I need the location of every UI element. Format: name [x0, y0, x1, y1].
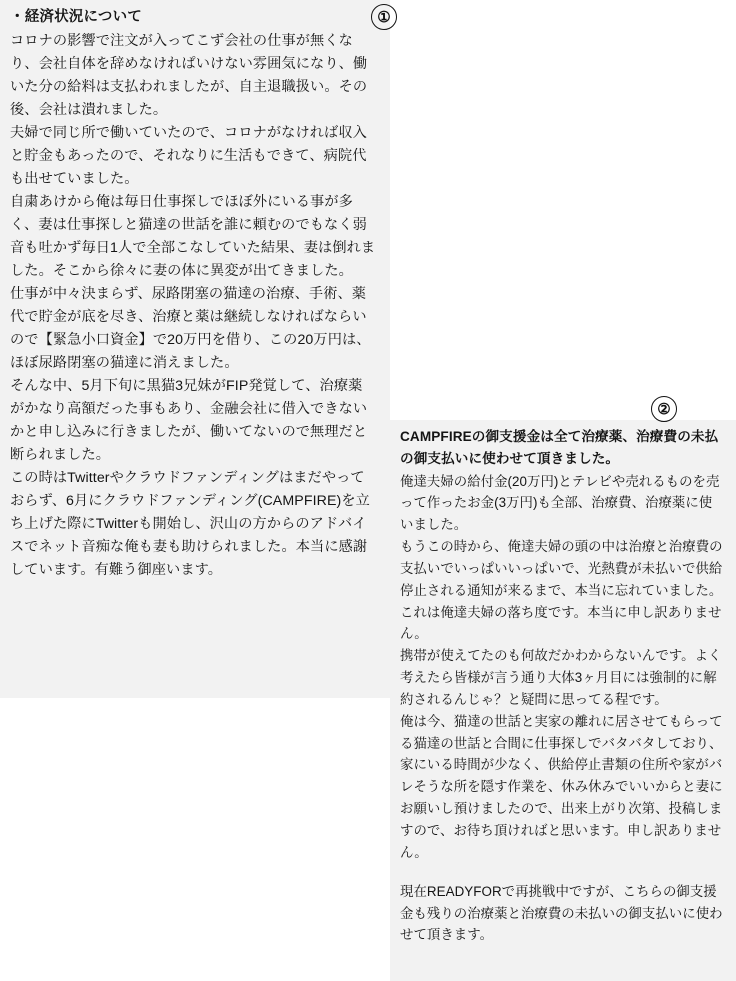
- circled-number-two: ②: [651, 396, 677, 422]
- panel-one-paragraph-6: この時はTwitterやクラウドファンディングはまだやっておらず、6月にクラウドファンディング(CAMPFIRE)を立ち上げた際にTwitterも開始し、沢山の方からのアドバイスでネット音痴な俺も妻も助けられました。本当に感謝しています。有難う御座います。: [10, 470, 370, 579]
- panel-two-closing-paragraph: 現在READYFORで再挑戦中ですが、こちらの御支援金も残りの治療薬と治療費の未払いの御支払いに使わせて頂きます。: [400, 883, 723, 943]
- panel-one-paragraph-1: コロナの影響で注文が入ってこず会社の仕事が無くなり、会社自体を辞めなけれぱいけない雰囲気になり、働いた分の給料は支払われましたが、自主退職扱い。その後、会社は潰れました。: [10, 33, 368, 119]
- panel-one-paragraph-2: 夫婦で同じ所で働いていたので、コロナがなければ収入と貯金もあったので、それなりに生活もできて、病院代も出せていました。: [10, 125, 367, 188]
- text-panel-two: [390, 420, 736, 981]
- panel-one-paragraph-5: そんな中、5月下旬に黒猫3兄妹がFIP発覚して、治療薬がかなり高額だった事もあり、金融会社に借入できないかと申し込みに行きましたが、働いてないので無理だと断られました。: [10, 378, 368, 464]
- circled-number-one: ①: [371, 4, 397, 30]
- panel-two-paragraph-2: もうこの時から、俺達夫婦の頭の中は治療と治療費の支払いでいっぱいいっぱいで、光熱費が未払いで供給停止される通知が来るまで、本当に忘れていました。これは俺達夫婦の落ち度です。本当に申し訳ありません。: [400, 539, 723, 642]
- panel-one-heading: ・経済状況について: [10, 9, 143, 25]
- panel-one-paragraph-4: 仕事が中々決まらず、尿路閉塞の猫達の治療、手術、薬代で貯金が底を尽き、治療と薬は継続しなければならいので【緊急小口資金】で20万円を借り、この20万円は、ほぼ尿路閉塞の猫達に消えました。: [10, 286, 371, 372]
- panel-two-paragraph-3: 携帯が使えてたのも何故だかわからないんです。よく考えたら皆様が言う通り大体3ヶ月目には強制的に解約されるんじゃ？と疑問に思ってる程です。: [400, 648, 722, 707]
- panel-one-paragraph-3: 自粛あけから俺は毎日仕事探しでほぼ外にいる事が多く、妻は仕事探しと猫達の世話を誰に頼むのでもなく弱音も吐かず毎日1人で全部こなしていた結果、妻は倒れました。そこから徐々に妻の体に異変が出てきました。: [10, 194, 376, 280]
- paragraph-spacer: [400, 864, 724, 881]
- text-panel-one: [0, 0, 390, 698]
- panel-two-heading: CAMPFIREの御支援金は全て治療薬、治療費の未払の御支払いに使わせて頂きました。: [400, 429, 719, 466]
- panel-two-paragraph-4: 俺は今、猫達の世話と実家の離れに居させてもらってる猫達の世話と合間に仕事探しでバタバタしており、家にいる時間が少なく、供給停止書類の住所や家がバレそうな所を隠す作業を、休み休みでいいからと妻にお願いし預けましたので、出来上がり次第、投稿しますので、お待ち頂ければと思います。申し訳ありません。: [400, 713, 723, 860]
- panel-two-paragraph-1: 俺達夫婦の給付金(20万円)とテレビや売れるものを売って作ったお金(3万円)も全部、治療費、治療薬に使いました。: [400, 473, 720, 533]
